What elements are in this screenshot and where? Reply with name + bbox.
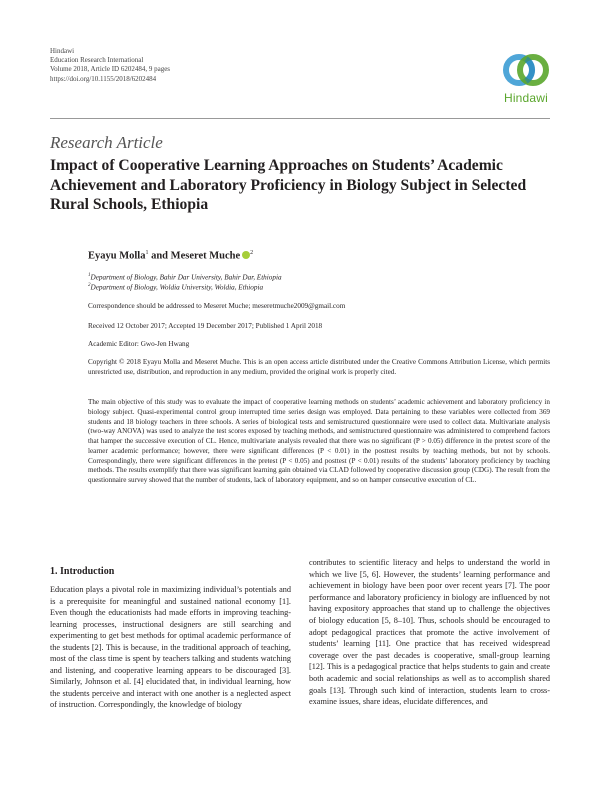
- intro-right-column: contributes to scientific literacy and helps to understand the world in which we live [5, 6]. However, the students’ learning performance and achievement in biology have been poor over recent years [7]. The poor performance and laboratory proficiency in biology are influenced by not having expository approaches that stand up to challenge the objectives of biology education [5, 8–10]. Thus, schools should be encouraged to adopt pedagogical practices that promote the active involvement of students’ learning [11]. One practice that has received widespread coverage over the past decades is cooperative, small-group learning [12]. This is a pedagogical practice that helps students to gain and create both academic and social relationships as well as to accomplish shared goals [13]. Through such kind of interaction, students learn to cross-examine issues, share ideas, elucidate differences, and: [309, 558, 550, 707]
- publisher-name: Hindawi: [50, 47, 75, 55]
- journal-name: Education Research International: [50, 56, 144, 65]
- orcid-icon[interactable]: [242, 251, 250, 259]
- header-divider: [50, 118, 550, 119]
- author-affiliation-mark: 2: [250, 250, 254, 256]
- correspondence: Correspondence should be addressed to Meseret Muche; meseretmuche2009@gmail.com: [88, 302, 346, 310]
- copyright-notice: Copyright © 2018 Eyayu Molla and Meseret Muche. This is an open access article distributed under the Creative Commons Attribution License, which permits unrestricted use, distribution, and reproduction in any medium, provided the original work is properly cited.: [88, 358, 550, 376]
- author-list: [88, 250, 253, 262]
- publication-dates: Received 12 October 2017; Accepted 19 December 2017; Published 1 April 2018: [88, 322, 323, 330]
- author-separator: and: [148, 250, 171, 262]
- section-heading: 1. Introduction: [50, 566, 115, 577]
- abstract: The main objective of this study was to evaluate the impact of cooperative learning methods on students’ academic achievement and laboratory proficiency in biology subject. Quasi-experimental control group interrupted time series design was employed. Data pertaining to these variables were collected from 369 students and 18 biology teachers in three schools. A series of biological tests and semistructured questionnaire were used to collect data. Multivariate analysis (two-way ANOVA) was used to analyze the test scores exposed by teaching methods, and semistructured questionnaire was administered to comprehend factors that hamper the successive execution of CL. Hence, multivariate analysis revealed that there was no significant (P > 0.05) difference in the pretest score of the learner academic performance; however, there were significant differences (P < 0.01) in the posttest results by teaching methods, but not by schools. Correspondingly, there were significant differences in the pretest (P < 0.05) and posttest (P < 0.01) results of the students’ laboratory proficiency by teaching methods. The results exemplify that there was significant learning gain obtained via CLAD followed by cooperative discussion group (CDG). The result from the questionnaire survey showed that the number of students, lack of laboratory equipment, and so on hamper consecutive execution of CL.: [88, 398, 550, 484]
- intro-left-column: Education plays a pivotal role in maximizing individual’s potentials and is a prerequisite for meaningful and sustained national economy [1]. Even though the educationists had made efforts in improving teaching-learning processes, instructional designers are still searching and experimenting to get best methods for optimal academic performance of the students [2]. This is because, in the traditional approach of teaching, most of the class time is spent by teachers talking and students watching and listening, and cooperative learning appears to be discouraged [3]. Similarly, Johnson et al. [4] elucidated that, in individual learning, how the students perceive and interact with one another is a neglected aspect of instruction. Correspondingly, the knowledge of biology: [50, 585, 291, 710]
- academic-editor: Academic Editor: Gwo-Jen Hwang: [88, 340, 190, 348]
- hindawi-logo-icon: [497, 50, 555, 90]
- affiliation-text: Department of Biology, Bahir Dar University, Bahir Dar, Ethiopia: [90, 273, 282, 282]
- author-name[interactable]: Eyayu Molla: [88, 250, 146, 262]
- affiliation-text: Department of Biology, Woldia University, Woldia, Ethiopia: [90, 283, 264, 292]
- author-affiliation-mark: 1: [145, 250, 149, 256]
- logo-wordmark: Hindawi: [503, 91, 549, 105]
- affiliation-2: [88, 281, 550, 293]
- author-name[interactable]: Meseret Muche: [170, 250, 241, 262]
- affiliation-mark: 2: [88, 283, 91, 288]
- paper-title: Impact of Cooperative Learning Approaches on Students’ Academic Achievement and Laboratory Proficiency in Biology Subject in Selected Rural Schools, Ethiopia: [50, 157, 527, 213]
- affiliation-mark: 1: [88, 273, 91, 278]
- journal-info: [50, 47, 170, 84]
- hindawi-logo: [497, 50, 555, 108]
- volume-info: Volume 2018, Article ID 6202484, 9 pages: [50, 65, 171, 74]
- article-type: Research Article: [50, 133, 163, 152]
- doi-link[interactable]: https://doi.org/10.1155/2018/6202484: [50, 74, 157, 83]
